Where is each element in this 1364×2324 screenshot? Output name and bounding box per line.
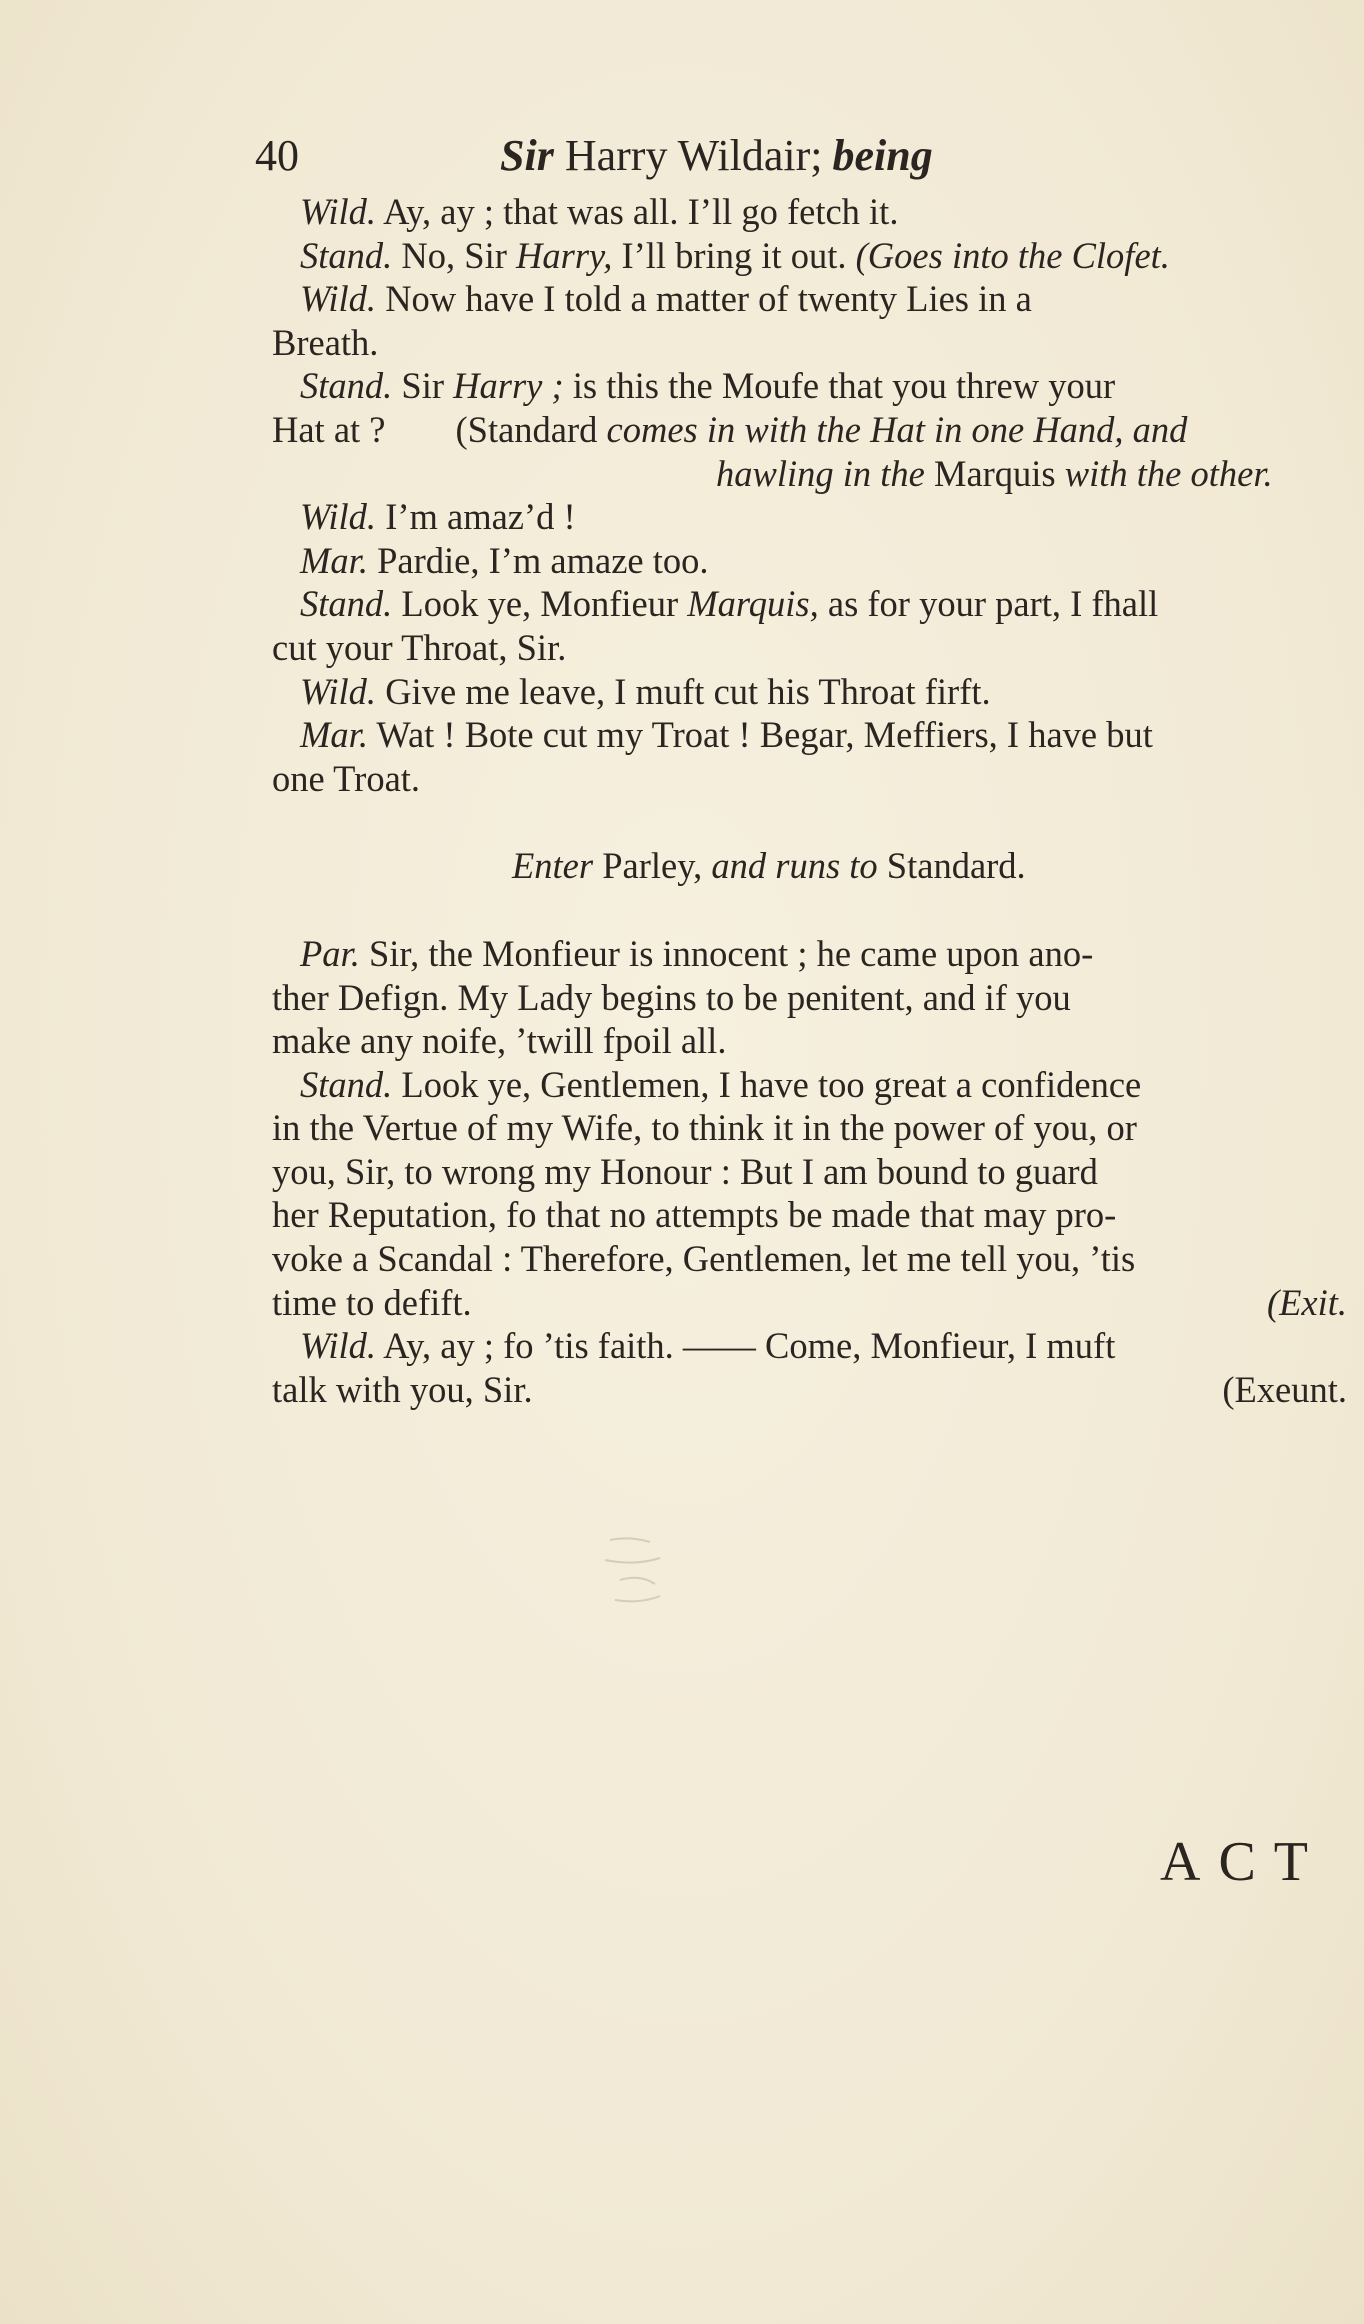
text-line xyxy=(272,452,1347,496)
stage-direction-exeunt: (Exeunt. xyxy=(1222,1368,1347,1410)
text-line xyxy=(272,321,1347,365)
stage-direction: (Goes into the Clofet. xyxy=(855,234,1170,276)
dialogue: Now have I told a matter of twenty Lies in a xyxy=(376,278,1032,320)
running-head xyxy=(500,130,933,181)
speaker-name: Wild. xyxy=(300,1325,377,1367)
dialogue: you, Sir, to wrong my Honour : But I am bound to guard xyxy=(272,1150,1098,1192)
italic-name: Marquis, xyxy=(687,583,819,625)
text-line xyxy=(272,277,1347,321)
stage-direction-exit: (Exit. xyxy=(1266,1281,1347,1323)
dialogue: is this the Moufe that you threw your xyxy=(563,365,1116,407)
italic-name: Harry ; xyxy=(453,365,564,407)
text-line xyxy=(272,1106,1347,1150)
text-line xyxy=(272,190,1347,234)
stage-direction: hawling in the xyxy=(716,452,934,494)
dialogue: time to defift. xyxy=(272,1281,472,1323)
text-line xyxy=(272,495,1347,539)
play-text xyxy=(272,190,1347,1411)
text-line xyxy=(272,1281,1347,1325)
dialogue: make any noife, ’twill fpoil all. xyxy=(272,1020,727,1062)
page-header xyxy=(255,130,1075,190)
dialogue: voke a Scandal : Therefore, Gentlemen, let me tell you, ’tis xyxy=(272,1238,1136,1280)
dialogue: cut your Throat, Sir. xyxy=(272,626,567,668)
dialogue: Sir xyxy=(392,365,454,407)
dialogue: Breath. xyxy=(272,321,379,363)
character-name: Standard. xyxy=(886,845,1026,887)
dialogue: as for your part, I fhall xyxy=(818,583,1159,625)
text-line xyxy=(272,1193,1347,1237)
speaker-name: Stand. xyxy=(300,1063,393,1105)
text-line xyxy=(272,1019,1347,1063)
stage-direction: with the other. xyxy=(1055,452,1273,494)
dialogue: I’m amaz’d ! xyxy=(376,496,576,538)
speaker-name: Stand. xyxy=(300,583,393,625)
running-head-title: Harry Wildair xyxy=(564,131,811,180)
dialogue: talk with you, Sir. xyxy=(272,1368,533,1410)
italic-name: Harry, xyxy=(516,234,613,276)
dialogue: I’ll bring it out. xyxy=(612,234,856,276)
text-line xyxy=(272,234,1347,278)
dialogue: Ay, ay ; fo ’tis faith. —— Come, Monfieur, I muft xyxy=(376,1325,1116,1367)
entrance-line xyxy=(272,844,1347,888)
speaker-name: Mar. xyxy=(300,714,368,756)
text-line xyxy=(272,626,1347,670)
page-number: 40 xyxy=(255,131,299,180)
speaker-name: Par. xyxy=(300,932,360,974)
stage-direction: (Standard xyxy=(455,408,607,450)
speaker-name: Wild. xyxy=(300,278,377,320)
text-line xyxy=(272,582,1347,626)
stage-direction: comes in with the Hat in one Hand, and xyxy=(606,408,1188,450)
text-line xyxy=(272,670,1347,714)
running-head-sir: Sir xyxy=(500,131,554,180)
stage-direction: Marquis xyxy=(933,452,1056,494)
dialogue: Look ye, Monfieur xyxy=(392,583,688,625)
character-name: Parley, xyxy=(602,845,703,887)
spacer xyxy=(272,888,1347,932)
dialogue: her Reputation, fo that no attempts be made that may pro- xyxy=(272,1194,1117,1236)
running-head-sep: ; xyxy=(810,131,823,180)
dialogue: one Troat. xyxy=(272,757,421,799)
catchword: ACT xyxy=(1160,1831,1326,1893)
dialogue: Pardie, I’m amaze too. xyxy=(367,539,709,581)
dialogue: Give me leave, I muft cut his Throat firft. xyxy=(376,670,991,712)
text-line xyxy=(272,976,1347,1020)
stage-direction: and runs to xyxy=(711,845,878,887)
speaker-name: Wild. xyxy=(300,191,377,232)
speaker-name: Mar. xyxy=(300,539,368,581)
stage-direction: Enter xyxy=(512,845,594,887)
text-line xyxy=(272,408,1347,452)
dialogue: Ay, ay ; that was all. I’ll go fetch it. xyxy=(376,191,899,232)
text-line xyxy=(272,1063,1347,1107)
text-line xyxy=(272,757,1347,801)
dialogue: Look ye, Gentlemen, I have too great a confidence xyxy=(392,1063,1142,1105)
dialogue: Hat at ? xyxy=(272,408,386,450)
dialogue: ther Defign. My Lady begins to be penitent, and if you xyxy=(272,976,1071,1018)
text-line xyxy=(272,1150,1347,1194)
text-line xyxy=(272,539,1347,583)
dialogue: Sir, the Monfieur is innocent ; he came upon ano- xyxy=(359,932,1094,974)
show-through-smudge xyxy=(600,1530,720,1620)
running-head-being: being xyxy=(832,131,933,180)
speaker-name: Wild. xyxy=(300,496,377,538)
text-line xyxy=(272,713,1347,757)
dialogue: in the Vertue of my Wife, to think it in the power of you, or xyxy=(272,1107,1137,1149)
dialogue: No, Sir xyxy=(392,234,516,276)
speaker-name: Wild. xyxy=(300,670,377,712)
dialogue: Wat ! Bote cut my Troat ! Begar, Meffiers, I have but xyxy=(367,714,1153,756)
text-line xyxy=(272,364,1347,408)
speaker-name: Stand. xyxy=(300,365,393,407)
speaker-name: Stand. xyxy=(300,234,393,276)
text-line xyxy=(272,1368,1347,1412)
text-line xyxy=(272,932,1347,976)
spacer xyxy=(272,800,1347,844)
text-line xyxy=(272,1324,1347,1368)
text-line xyxy=(272,1237,1347,1281)
